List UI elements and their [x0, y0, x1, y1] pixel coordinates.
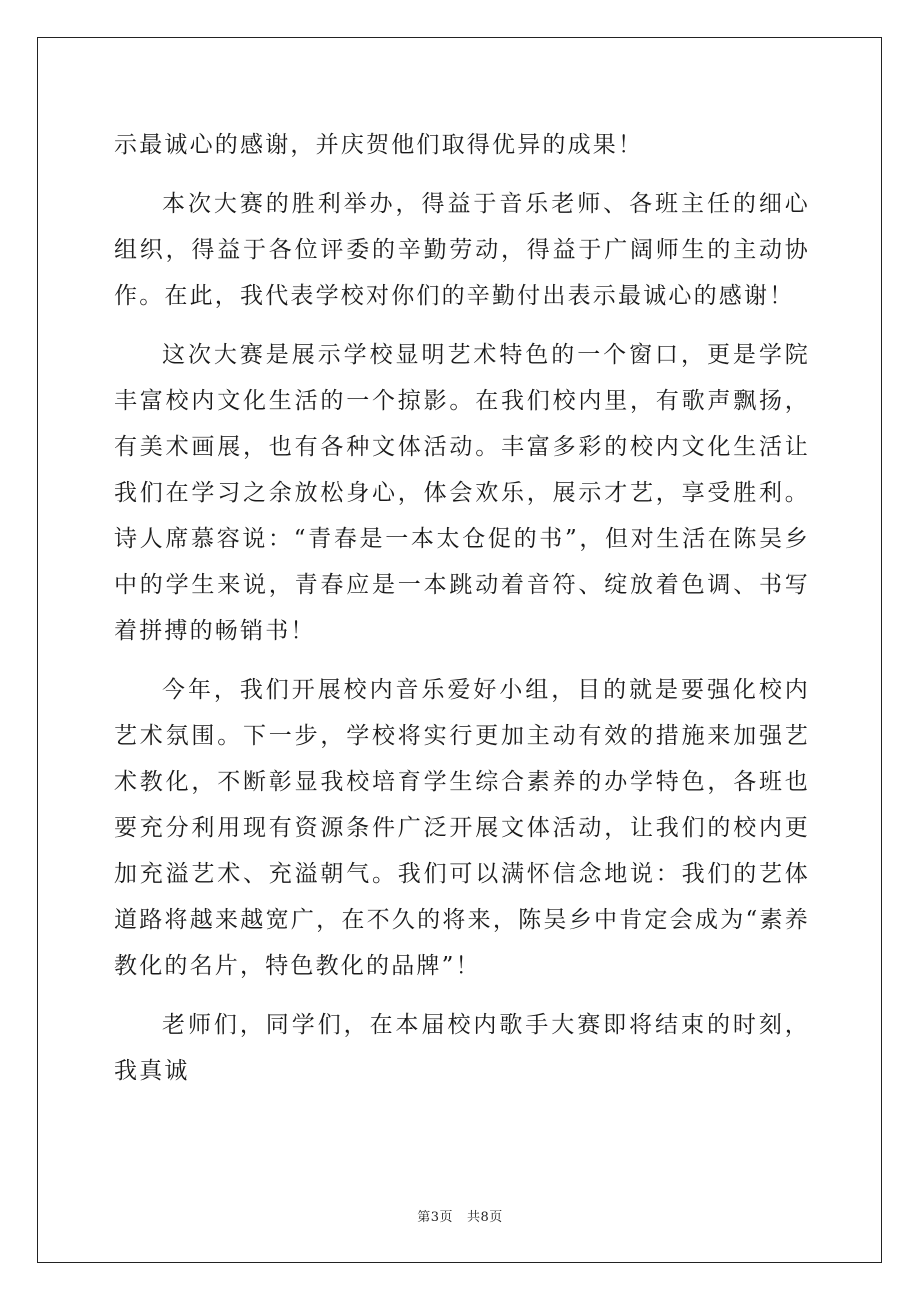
paragraph: 今年，我们开展校内音乐爱好小组，目的就是要强化校内艺术氛围。下一步，学校将实行更加主动有效的措施来加强艺术教化，不断彰显我校培育学生综合素养的办学特色，各班也要充分利用现有资源条件广泛开展文体活动，让我们的校内更加充溢艺术、充溢朝气。我们可以满怀信念地说：我们的艺体道路将越来越宽广，在不久的将来，陈吴乡中肯定会成为“素养教化的名片，特色教化的品牌”！ [114, 677, 810, 979]
paragraph: 老师们，同学们，在本届校内歌手大赛即将结束的时刻，我真诚 [114, 1012, 810, 1084]
paragraph: 这次大赛是展示学校显明艺术特色的一个窗口，更是学院丰富校内文化生活的一个掠影。在我们校内里，有歌声飘扬，有美术画展，也有各种文体活动。丰富多彩的校内文化生活让我们在学习之余放松身心，体会欢乐，展示才艺，享受胜利。诗人席慕容说：“青春是一本太仓促的书”，但对生活在陈吴乡中的学生来说，青春应是一本跳动着音符、绽放着色调、书写着拼搏的畅销书！ [114, 342, 810, 644]
page-total: 共8页 [467, 1210, 503, 1225]
paragraph-continuation: 示最诚心的感谢，并庆贺他们取得优异的成果！ [114, 132, 644, 158]
page-footer [0, 1206, 920, 1225]
page-number: 第3页 [417, 1210, 453, 1225]
document-body [114, 122, 810, 1107]
paragraph: 本次大赛的胜利举办，得益于音乐老师、各班主任的细心组织，得益于各位评委的辛勤劳动，得益于广阔师生的主动协作。在此，我代表学校对你们的辛勤付出表示最诚心的感谢！ [114, 191, 810, 309]
